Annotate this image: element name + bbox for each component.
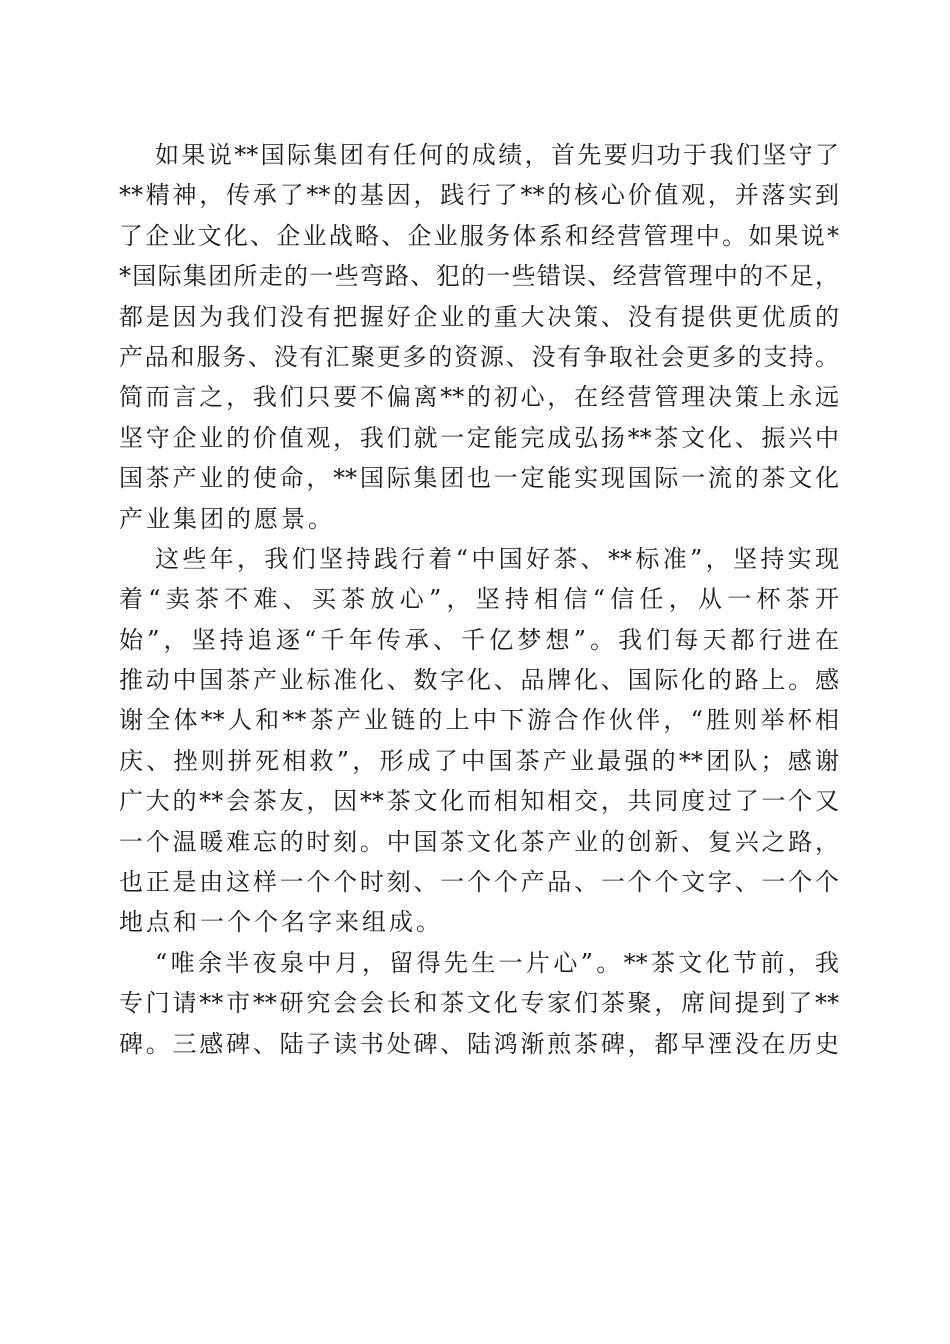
text-line: 国茶产业的使命，**国际集团也一定能实现国际一流的茶文化 bbox=[119, 464, 839, 493]
text-line: 都是因为我们没有把握好企业的重大决策、没有提供更优质的 bbox=[119, 302, 839, 331]
text-line: “唯余半夜泉中月，留得先生一片心”。**茶文化节前，我 bbox=[155, 948, 839, 977]
text-line: 坚守企业的价值观，我们就一定能完成弘扬**茶文化、振兴中 bbox=[119, 423, 839, 452]
text-line: 专门请**市**研究会会长和茶文化专家们茶聚，席间提到了** bbox=[119, 989, 839, 1018]
text-line: 产业集团的愿景。 bbox=[119, 504, 335, 533]
text-line: 碑。三感碑、陆子读书处碑、陆鸿渐煎茶碑，都早湮没在历史 bbox=[119, 1029, 839, 1058]
text-line: **精神，传承了**的基因，践行了**的核心价值观，并落实到 bbox=[119, 181, 839, 210]
text-line: 产品和服务、没有汇聚更多的资源、没有争取社会更多的支持。 bbox=[119, 342, 839, 371]
text-line: 简而言之，我们只要不偏离**的初心，在经营管理决策上永远 bbox=[119, 383, 839, 412]
text-line: 这些年，我们坚持践行着“中国好茶、**标准”，坚持实现 bbox=[155, 544, 839, 573]
text-line: 地点和一个个名字来组成。 bbox=[119, 908, 443, 937]
document-body bbox=[119, 135, 839, 1064]
text-line: 也正是由这样一个个时刻、一个个产品、一个个文字、一个个 bbox=[119, 868, 839, 897]
text-line: 始”，坚持追逐“千年传承、千亿梦想”。我们每天都行进在 bbox=[119, 625, 839, 654]
text-line: 如果说**国际集团有任何的成绩，首先要归功于我们坚守了 bbox=[155, 141, 839, 169]
text-line: *国际集团所走的一些弯路、犯的一些错误、经营管理中的不足， bbox=[119, 262, 839, 291]
paragraph-1 bbox=[119, 135, 839, 539]
text-line: 广大的**会茶友，因**茶文化而相知相交，共同度过了一个又 bbox=[119, 787, 839, 816]
text-line: 着“卖茶不难、买茶放心”，坚持相信“信任，从一杯茶开 bbox=[119, 585, 839, 614]
paragraph-2 bbox=[119, 539, 839, 943]
paragraph-3 bbox=[119, 943, 839, 1064]
text-line: 庆、挫则拼死相救”，形成了中国茶产业最强的**团队；感谢 bbox=[119, 746, 839, 775]
text-line: 了企业文化、企业战略、企业服务体系和经营管理中。如果说* bbox=[119, 221, 839, 250]
text-line: 一个温暖难忘的时刻。中国茶文化茶产业的创新、复兴之路， bbox=[119, 827, 839, 856]
text-line: 谢全体**人和**茶产业链的上中下游合作伙伴，“胜则举杯相 bbox=[119, 706, 839, 735]
text-line: 推动中国茶产业标准化、数字化、品牌化、国际化的路上。感 bbox=[119, 666, 839, 695]
